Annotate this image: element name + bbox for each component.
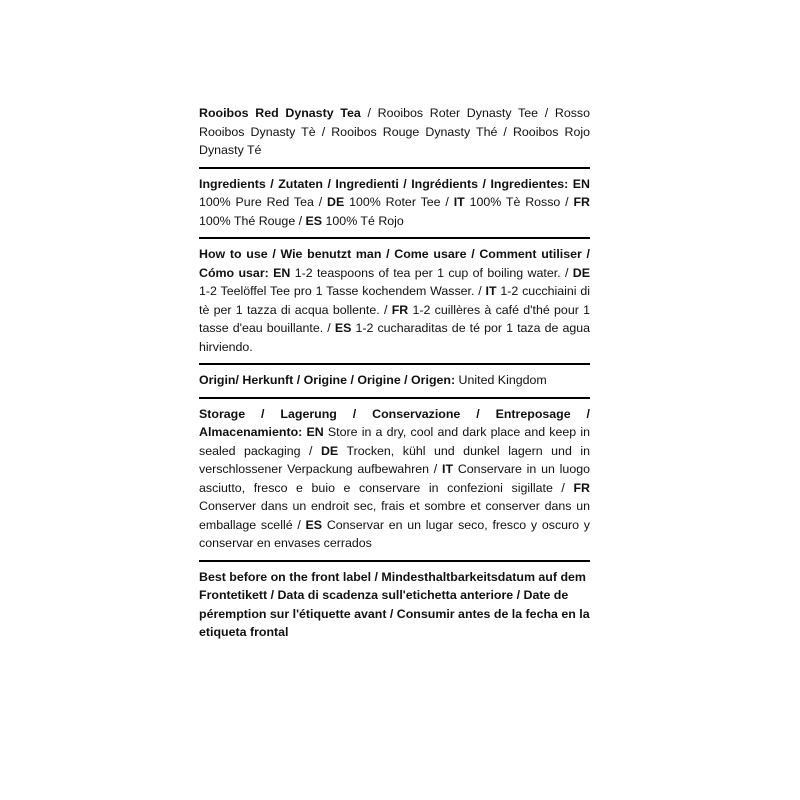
storage-en-code: EN [306, 425, 324, 439]
ingredients-de-text: 100% Roter Tee / [344, 195, 454, 209]
storage-es-code: ES [305, 517, 323, 532]
how-to-use-section [199, 237, 590, 363]
ingredients-de-code: DE [327, 195, 345, 209]
ingredients-heading: Ingredients / Zutaten / Ingredienti / Ingrédients / Ingredientes: [199, 176, 569, 191]
storage-de-text: Trocken, kühl und dunkel lagern und in verschlossener Verpackung aufbewahren / [199, 443, 590, 476]
storage-de-code: DE [320, 443, 339, 458]
how-to-use-es-code: ES [334, 321, 352, 335]
storage-it-text: Conservare in un luogo asciutto, fresco e buio e conservare in confezioni sigillate / [199, 462, 590, 495]
how-to-use-de-text: 1-2 Teelöffel Tee pro 1 Tasse kochendem Wasser. / [199, 284, 486, 298]
storage-section [199, 397, 590, 560]
how-to-use-it-text: 1-2 cucchiaini di tè per 1 tazza di acqua bollente. / [199, 284, 590, 317]
ingredients-en-text: 100% Pure Red Tea / [199, 195, 328, 209]
how-to-use-de-code: DE [572, 265, 590, 280]
origin-section [199, 363, 590, 397]
product-name-en: Rooibos Red Dynasty Tea [199, 106, 361, 120]
how-to-use-en-code: EN [273, 265, 291, 280]
product-name-section [199, 104, 590, 167]
how-to-use-heading: How to use / Wie benutzt man / Come usare / Comment utiliser / Cómo usar: [199, 247, 590, 280]
best-before-text: Best before on the front label / Mindesthaltbarkeitsdatum auf dem Frontetikett / Data di scadenza sull'etichetta anteriore / Date de péremption sur l'étiquette avant / Consumir antes de la fecha en la etiqueta frontal [199, 569, 590, 639]
how-to-use-en-text: 1-2 teaspoons of tea per 1 cup of boiling water. / [290, 265, 573, 280]
storage-es-text: Conservar en un lugar seco, fresco y oscuro y conservar en envases cerrados [199, 517, 591, 550]
ingredients-section [199, 167, 590, 238]
how-to-use-es-text: 1-2 cucharaditas de té por 1 taza de agua hirviendo. [199, 321, 591, 354]
storage-heading: Storage / Lagerung / Conservazione / Entreposage / Almacenamiento: [199, 406, 590, 439]
product-name-translations: / Rooibos Roter Dynasty Tee / Rosso Rooibos Dynasty Tè / Rooibos Rouge Dynasty Thé / Rooibos Rojo Dynasty Té [199, 106, 591, 157]
how-to-use-it-code: IT [485, 284, 497, 298]
product-label [199, 104, 590, 649]
storage-fr-text: Conserver dans un endroit sec, frais et sombre et conserver dans un emballage scellé / [199, 499, 590, 532]
ingredients-it-code: IT [453, 195, 465, 209]
ingredients-it-text: 100% Tè Rosso / [464, 195, 574, 209]
ingredients-fr-code: FR [573, 195, 590, 209]
storage-it-code: IT [442, 462, 454, 476]
how-to-use-fr-text: 1-2 cuillères à café d'thé pour 1 tasse d'eau bouillante. / [199, 302, 591, 335]
how-to-use-fr-code: FR [391, 302, 409, 317]
ingredients-es-code: ES [305, 213, 323, 228]
storage-en-text: Store in a dry, cool and dark place and keep in sealed packaging / [199, 425, 590, 458]
ingredients-fr-text: 100% Thé Rouge / [199, 213, 306, 228]
ingredients-en-code: EN [572, 176, 590, 191]
best-before-section [199, 560, 590, 649]
ingredients-es-text: 100% Té Rojo [322, 213, 404, 228]
origin-heading: Origin/ Herkunft / Origine / Origine / Origen: [199, 373, 456, 387]
origin-value: United Kingdom [455, 373, 547, 387]
storage-fr-code: FR [573, 480, 590, 495]
